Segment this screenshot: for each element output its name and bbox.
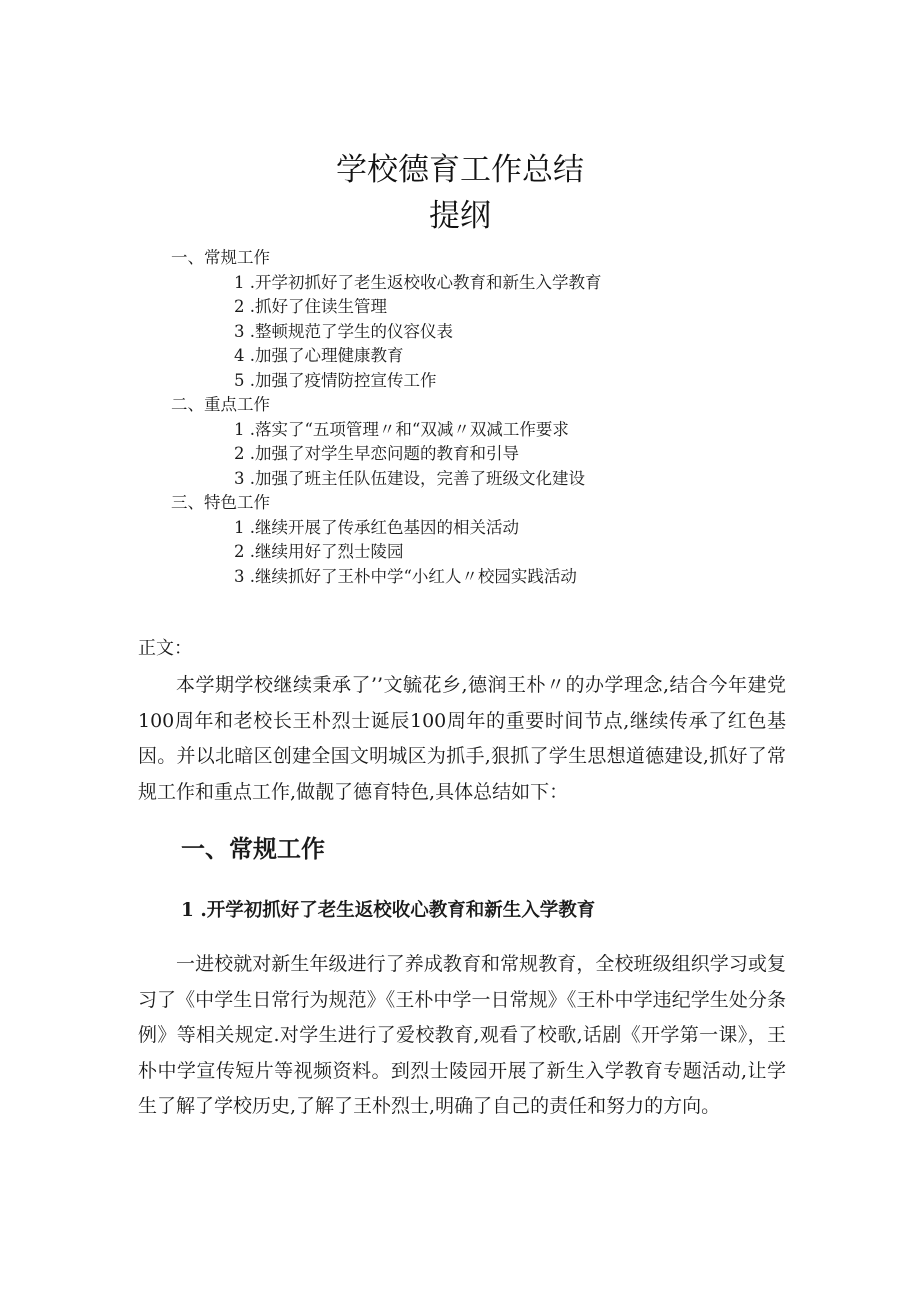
- outline-item: 3 .整顿规范了学生的仪容仪表: [234, 321, 453, 341]
- section-heading: 一、常规工作: [181, 835, 325, 863]
- outline-item: 2 .抓好了住读生管理: [234, 297, 387, 316]
- outline-item: 1 .开学初抓好了老生返校收心教育和新生入学教育: [234, 272, 602, 292]
- subsection-heading: 1 .开学初抓好了老生返校收心教育和新生入学教育: [181, 900, 596, 921]
- outline-section-heading: 二、重点工作: [171, 395, 270, 414]
- outline-item: 3 .加强了班主任队伍建设，完善了班级文化建设: [234, 468, 585, 488]
- document-title: 学校德育工作总结: [336, 152, 584, 188]
- subsection-paragraph: 一进校就对新生年级进行了养成教育和常规教育，全校班级组织学习或复习了《中学生日常行为规范》《王朴中学一日常规》《王朴中学违纪学生处分条例》等相关规定.对学生进行了爱校教育,观看了校歌,话剧《开学第一课》，王朴中学宣传短片等视频资料。到烈士陵园开展了新生入学教育专题活动,让学生了解了学校历史,了解了王朴烈士,明确了自己的责任和努力的方向。: [138, 953, 786, 1117]
- intro-paragraph: 本学期学校继续秉承了’’文毓花乡,德润王朴〃的办学理念,结合今年建党100周年和老校长王朴烈士诞辰100周年的重要时间节点,继续传承了红色基因。并以北暗区创建全国文明城区为抓手,狠抓了学生思想道德建设,抓好了常规工作和重点工作,做靓了德育特色,具体总结如下：: [138, 674, 786, 803]
- body-label: 正文：: [138, 638, 192, 659]
- outline-item: 3 .继续抓好了王朴中学“小红人〃校园实践活动: [234, 566, 577, 586]
- outline-item: 4 .加强了心理健康教育: [234, 346, 404, 365]
- outline-item: 5 .加强了疫情防控宣传工作: [234, 370, 437, 390]
- outline-section-heading: 一、常规工作: [171, 248, 270, 267]
- document-subtitle: 提纲: [429, 198, 491, 234]
- outline-item: 1 .落实了“五项管理〃和“双减〃双减工作要求: [234, 419, 569, 439]
- outline-section-heading: 三、特色工作: [171, 493, 270, 512]
- outline-item: 1 .继续开展了传承红色基因的相关活动: [234, 517, 519, 537]
- outline-item: 2 .继续用好了烈士陵园: [234, 542, 404, 561]
- outline-item: 2 .加强了对学生早恋问题的教育和引导: [234, 444, 519, 463]
